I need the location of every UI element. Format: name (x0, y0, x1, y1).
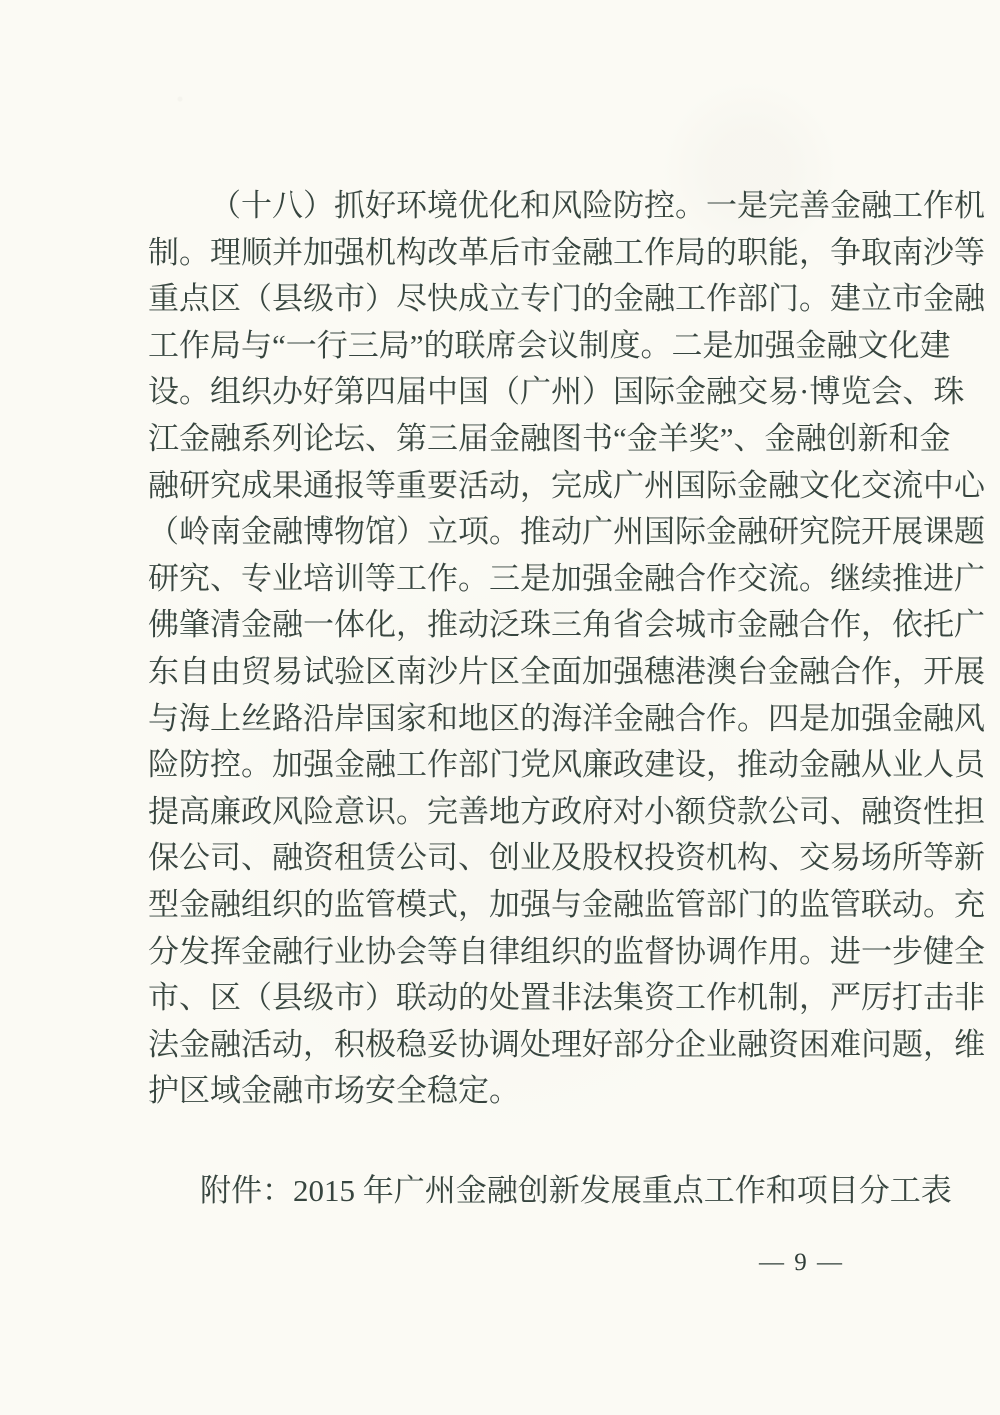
page-number: — 9 — (759, 1249, 844, 1276)
paragraph-line: 研究、专业培训等工作。三是加强金融合作交流。继续推进广 (148, 560, 985, 596)
paragraph-line: （岭南金融博物馆）立项。推动广州国际金融研究院开展课题 (148, 514, 985, 550)
paragraph-line: 与海上丝路沿岸国家和地区的海洋金融合作。四是加强金融风 (148, 700, 985, 736)
paragraph-line: 江金融系列论坛、第三届金融图书“金羊奖”、金融创新和金 (148, 420, 951, 456)
paragraph-line: 护区域金融市场安全稳定。 (148, 1073, 520, 1109)
paragraph-line: 重点区（县级市）尽快成立专门的金融工作部门。建立市金融 (148, 281, 985, 317)
paragraph-line: 分发挥金融行业协会等自律组织的监督协调作用。进一步健全 (148, 933, 985, 969)
paragraph-line: 保公司、融资租赁公司、创业及股权投资机构、交易场所等新 (148, 840, 985, 876)
attachment-note: 附件：2015 年广州金融创新发展重点工作和项目分工表 (200, 1173, 952, 1208)
paragraph-line: 制。理顺并加强机构改革后市金融工作局的职能，争取南沙等 (148, 234, 985, 270)
main-paragraph (148, 183, 985, 1115)
paragraph-line: 工作局与“一行三局”的联席会议制度。二是加强金融文化建 (148, 327, 951, 363)
paragraph-line: 型金融组织的监管模式，加强与金融监管部门的监管联动。充 (148, 886, 985, 922)
paragraph-line: （十八）抓好环境优化和风险防控。一是完善金融工作机 (210, 188, 985, 223)
paragraph-line: 融研究成果通报等重要活动，完成广州国际金融文化交流中心 (148, 467, 985, 503)
paragraph-line: 市、区（县级市）联动的处置非法集资工作机制，严厉打击非 (148, 980, 985, 1016)
paragraph-line: 佛肇清金融一体化，推动泛珠三角省会城市金融合作，依托广 (148, 607, 985, 643)
paragraph-line: 险防控。加强金融工作部门党风廉政建设，推动金融从业人员 (148, 747, 985, 783)
paragraph-line: 设。组织办好第四届中国（广州）国际金融交易·博览会、珠 (148, 374, 965, 410)
paragraph-line: 法金融活动，积极稳妥协调处理好部分企业融资困难问题，维 (148, 1026, 985, 1062)
paragraph-line: 东自由贸易试验区南沙片区全面加强穗港澳台金融合作，开展 (148, 653, 985, 689)
paragraph-line: 提高廉政风险意识。完善地方政府对小额贷款公司、融资性担 (148, 793, 985, 829)
